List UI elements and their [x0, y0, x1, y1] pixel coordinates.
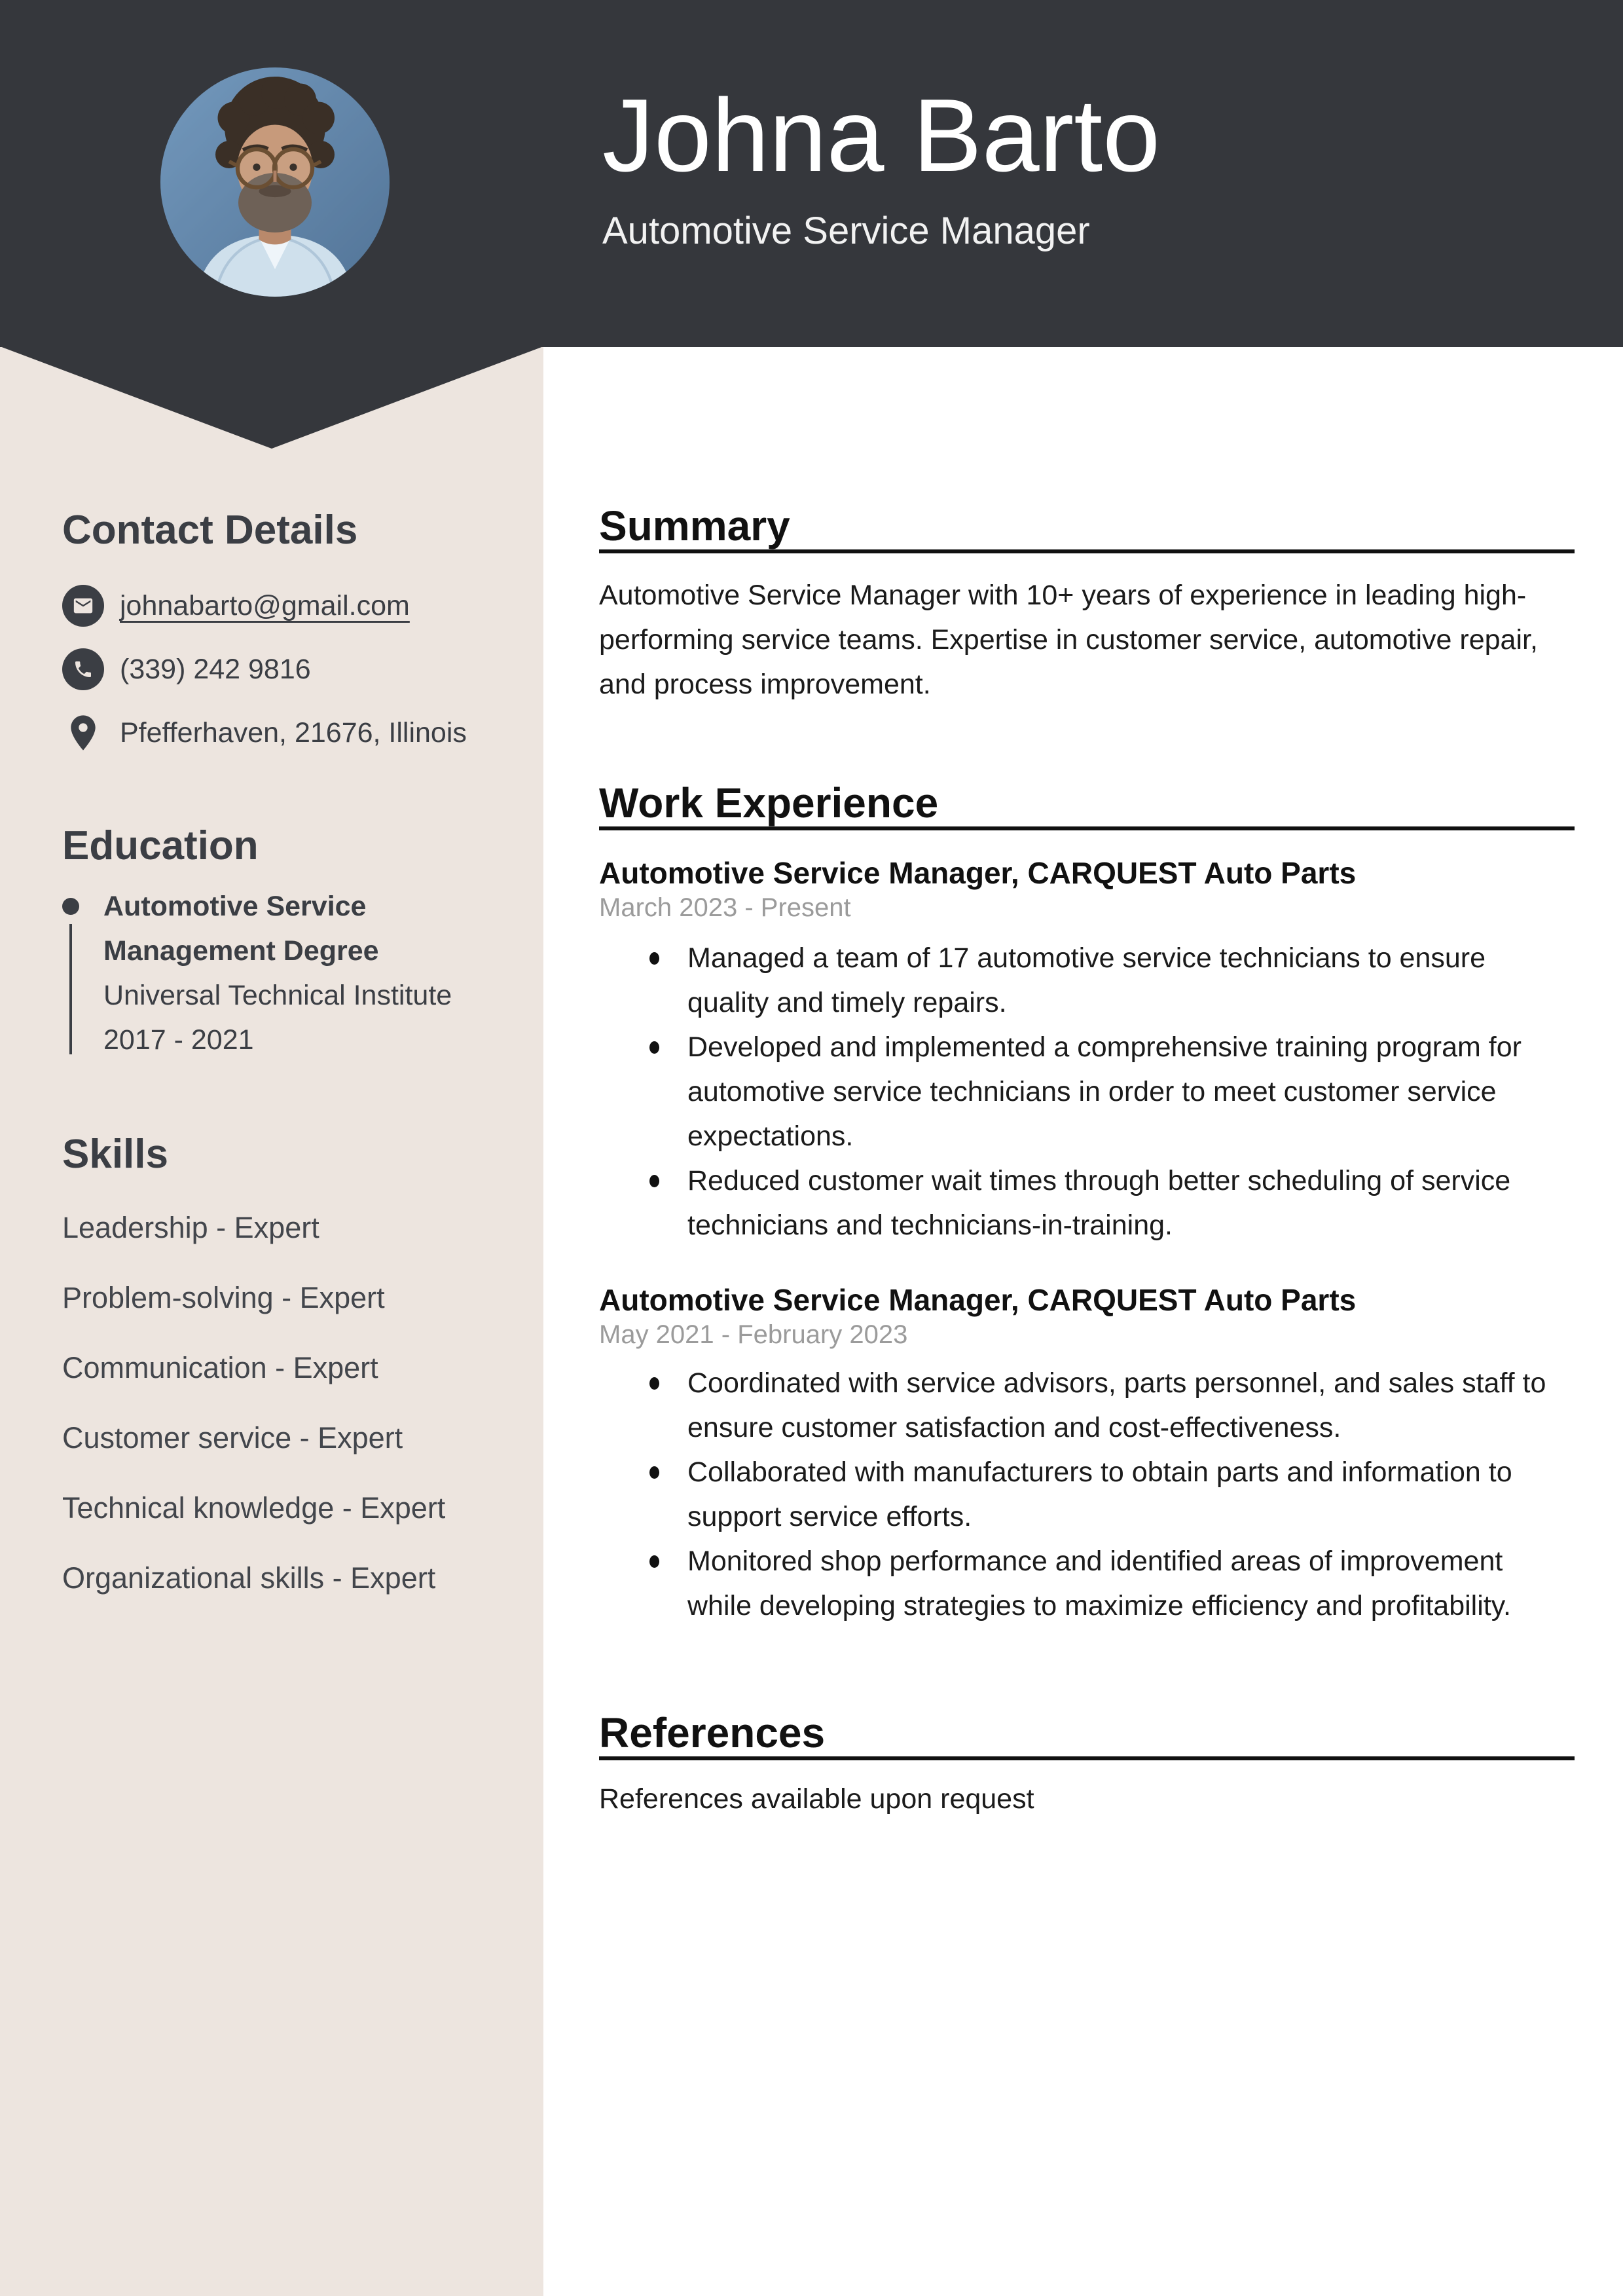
education-school: Universal Technical Institute [103, 980, 452, 1011]
contact-row-phone [62, 648, 494, 690]
references-text: References available upon request [599, 1783, 1034, 1815]
bullet-item: Managed a team of 17 automotive service technicians to ensure quality and timely repairs. [687, 936, 1575, 1025]
phone-number: (339) 242 9816 [120, 654, 311, 685]
job-entry-2 [599, 1282, 1575, 1628]
job-dates: March 2023 - Present [599, 893, 851, 922]
education-degree: Automotive Service Management Degree [103, 891, 379, 967]
references-heading: References [599, 1709, 1575, 1760]
job-entry-1 [599, 855, 1575, 1248]
education-entry [62, 884, 494, 1062]
email-link[interactable]: johnabarto@gmail.com [120, 590, 410, 621]
location-text: Pfefferhaven, 21676, Illinois [120, 717, 467, 749]
education-details [103, 884, 457, 1062]
job-dates: May 2021 - February 2023 [599, 1320, 908, 1349]
location-pin-icon [62, 712, 104, 754]
education-years: 2017 - 2021 [103, 1024, 254, 1056]
phone-icon [62, 648, 104, 690]
job-title: Automotive Service Manager, CARQUEST Auto Parts [599, 856, 1357, 890]
job-bullet-list [599, 936, 1575, 1248]
skill-item: Technical knowledge - Expert [62, 1491, 446, 1525]
envelope-icon [62, 585, 104, 627]
contact-row-location [62, 712, 494, 754]
profile-photo [160, 67, 390, 297]
job-bullet-list [599, 1361, 1575, 1628]
contact-row-email [62, 585, 494, 627]
candidate-title: Automotive Service Manager [602, 210, 1090, 252]
contact-list [62, 585, 494, 754]
candidate-name: Johna Barto [602, 78, 1161, 193]
contact-details-heading: Contact Details [62, 508, 358, 553]
skill-item: Customer service - Expert [62, 1421, 403, 1454]
bullet-item: Developed and implemented a comprehensive training program for automotive service technicians in order to meet customer service expectations. [687, 1025, 1575, 1158]
profile-photo-illustration [160, 67, 390, 297]
skills-heading: Skills [62, 1132, 168, 1177]
sidebar [62, 508, 494, 1598]
summary-heading: Summary [599, 502, 1575, 553]
skill-item: Problem-solving - Expert [62, 1281, 385, 1314]
education-heading: Education [62, 823, 259, 868]
summary-text: Automotive Service Manager with 10+ years of experience in leading high-performing service teams. Expertise in customer service, automotive repair, and process improvement. [599, 580, 1538, 700]
timeline-dot [62, 898, 79, 915]
bullet-item: Coordinated with service advisors, parts personnel, and sales staff to ensure customer satisfaction and cost-effectiveness. [687, 1361, 1575, 1450]
bullet-item: Reduced customer wait times through better scheduling of service technicians and technicians-in-training. [687, 1158, 1575, 1248]
skill-item: Communication - Expert [62, 1351, 378, 1384]
skill-item: Leadership - Expert [62, 1211, 319, 1244]
work-experience-heading: Work Experience [599, 779, 1575, 830]
bullet-item: Monitored shop performance and identified areas of improvement while developing strategies to maximize efficiency and profitability. [687, 1539, 1575, 1628]
bullet-item: Collaborated with manufacturers to obtain parts and information to support service efforts. [687, 1450, 1575, 1539]
education-timeline [62, 884, 103, 1062]
skill-item: Organizational skills - Expert [62, 1561, 436, 1595]
main-column [599, 502, 1575, 1821]
job-title: Automotive Service Manager, CARQUEST Auto Parts [599, 1283, 1357, 1317]
timeline-line [69, 924, 72, 1054]
skills-list [62, 1208, 494, 1598]
